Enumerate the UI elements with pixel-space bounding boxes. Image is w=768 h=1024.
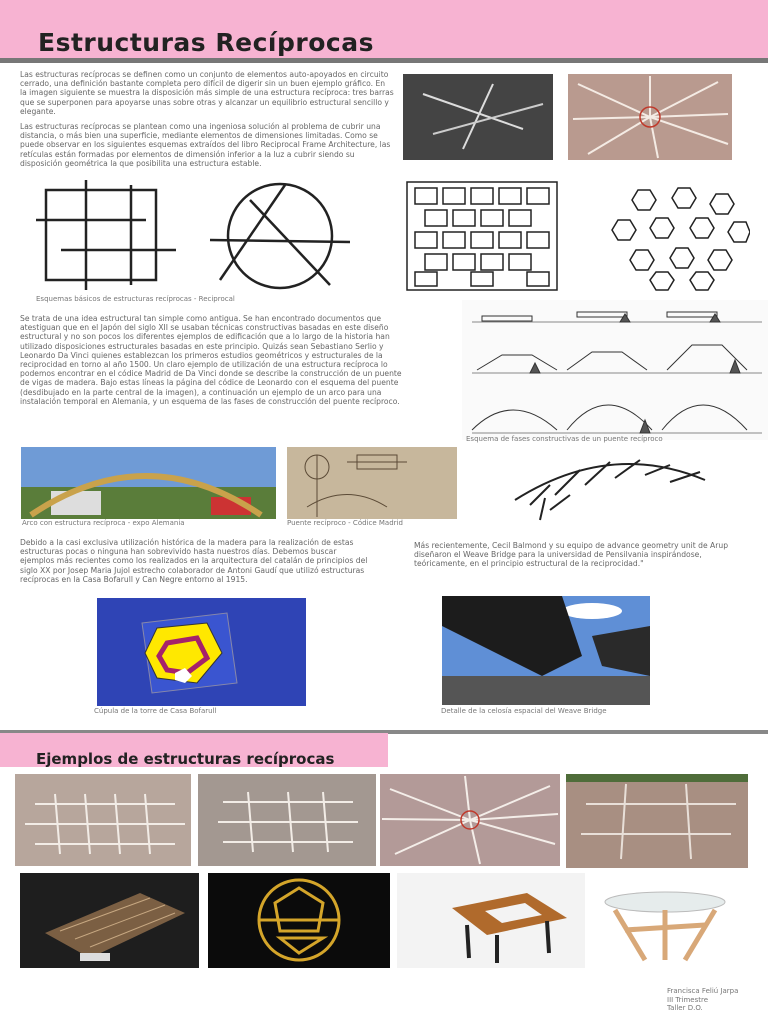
scheme-hexagon-grid — [598, 180, 750, 292]
scheme-square-grid — [405, 180, 560, 292]
credits — [667, 987, 738, 1013]
intro-paragraph-2: Las estructuras recíprocas se plantean como una ingeniosa solución al problema de cubrir una distancia, o más bien una superficie, mediante elementos de dimensiones limitadas. Como se puede observar en los siguientes esquemas extraídos del libro Reciprocal Frame Architecture, las retículas están formadas por elementos de dimensión inferior a la luz a cubrir siendo su disposición geométrica la que posibilita una estructura estable. — [20, 122, 391, 168]
gallery-photo-geodesic-sphere — [208, 873, 390, 968]
photo-arc-germany — [21, 447, 276, 519]
modern-paragraph: Más recientemente, Cecil Balmond y su equipo de advance geometry unit de Arup diseñaron el Weave Bridge para la universidad de Pensilvania inspirándose, teóricamente, en el principio estructural de la reciprocidad." — [414, 541, 729, 569]
photo-weave-bridge — [442, 596, 650, 705]
wood-paragraph: Debido a la casi exclusiva utilización histórica de la madera para la realización de estas estructuras pocas o ninguna han sobrevivido hasta nuestros días. Debemos buscar ejemplos más recientes como los realizados en la arquitectura del catalán de principios del siglo XX por Josep Maria Jujol estrecho colaborador de Antoni Gaudí que utilizó estructuras recíprocas en la Casa Bofarull y Can Negre entorno al 1915. — [20, 538, 368, 584]
gallery-photo-grid-model-1 — [15, 774, 191, 866]
photo-radial-sticks — [568, 74, 732, 160]
bridge-phases-diagram — [462, 300, 768, 440]
caption-cupola: Cúpula de la torre de Casa Bofarull — [94, 707, 217, 715]
photo-three-bars — [403, 74, 553, 160]
photo-cupola-bofarull — [97, 598, 306, 706]
credit-name: Francisca Feliú Jarpa — [667, 987, 739, 995]
gallery-photo-table-model — [397, 873, 585, 968]
section2-title: Ejemplos de estructuras recíprocas — [36, 750, 335, 768]
gallery-photo-grid-model-2 — [198, 774, 376, 866]
gallery-photo-glass-model — [566, 774, 748, 868]
gallery-photo-woven-canopy — [20, 873, 199, 968]
sketch-reciprocal-bridge — [510, 450, 710, 525]
caption-bridge-phases: Esquema de fases constructivas de un puente recíproco — [466, 435, 663, 443]
gallery-photo-radial-model — [380, 774, 560, 866]
header-rule — [0, 58, 768, 63]
caption-arc: Arco con estructura recíproca - expo Alemania — [22, 519, 185, 527]
page-title: Estructuras Recíprocas — [38, 28, 374, 57]
scheme-circle-triangle — [200, 180, 360, 292]
caption-codex: Puente recíproco - Códice Madrid — [287, 519, 403, 527]
caption-weave: Detalle de la celosía espacial del Weave Bridge — [441, 707, 607, 715]
intro-paragraph-1: Las estructuras recíprocas se definen como un conjunto de elementos auto-apoyados en circuito cerrado, una definición bastante completa pero difícil de digerir sin un buen ejemplo gráfico. En la imagen siguiente se muestra la disposición más simple de una estructura recíproca: tres barras que se superponen para apoyarse unas sobre otras y alcanzar un equilibrio estructural sencillo y elegante. — [20, 70, 394, 116]
scheme-square-frames — [36, 180, 176, 290]
credit-course: Taller D.O. — [667, 1004, 703, 1012]
credit-term: III Trimestre — [667, 995, 709, 1004]
photo-codex-madrid — [287, 447, 457, 519]
caption-schemes: Esquemas básicos de estructuras recíprocas - Reciprocal — [36, 295, 235, 303]
history-paragraph: Se trata de una idea estructural tan simple como antigua. Se han encontrado documentos que atestiguan que en el Japón del siglo XII se usaban técnicas constructivas basadas en este diseño estructural y no son pocos los diferentes ejemplos de edificación que a lo largo de la historia han utilizado disposiciones estructurales basadas en este principio. Quizás sean Sebastiano Serlio y Leonardo Da Vinci quienes establezcan los primeros estudios geométricos y estructurales de la reciprocidad en torno al año 1500. Un claro ejemplo de utilización de una estructura recíproca lo podemos encontrar en el códice Madrid de Da Vinci donde se describe la construcción de un puente de vigas de madera. Bajo estas líneas la página del códice de Leonardo con el esquema del puente (desdibujado en la parte central de la imagen), a continuación un ejemplo de un arco para una instalación temporal en Alemania, y un esquema de las fases de construcción del puente recíproco. — [20, 314, 402, 406]
gallery-photo-wood-table — [595, 880, 735, 968]
